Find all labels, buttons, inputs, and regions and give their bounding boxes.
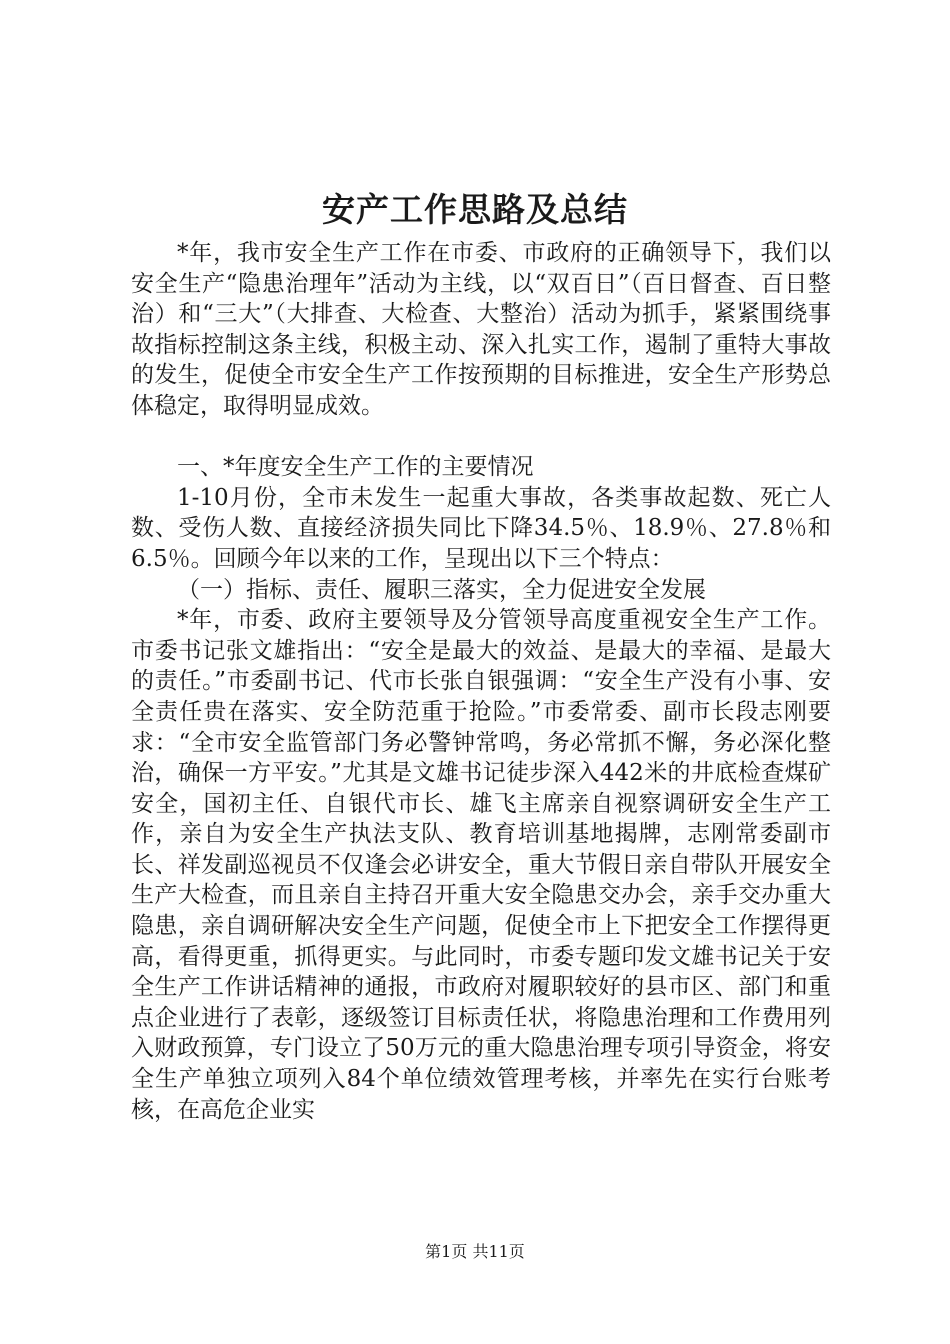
document-body	[131, 238, 831, 1125]
section-heading: 一、*年度安全生产工作的主要情况	[177, 454, 534, 481]
detail-paragraph: *年，市委、政府主要领导及分管领导高度重视安全生产工作。市委书记张文雄指出：“安全是最大的效益、是最大的幸福、是最大的责任。”市委副书记、代市长张自银强调：“安全生产没有小事、安全责任贵在落实、安全防范重于抢险。”市委常委、副市长段志刚要求：“全市安全监管部门务必警钟常鸣，务必常抓不懈，务必深化整治，确保一方平安。”尤其是文雄书记徒步深入442米的井底检查煤矿安全，国初主任、自银代市长、雄飞主席亲自视察调研安全生产工作，亲自为安全生产执法支队、教育培训基地揭牌，志刚常委副市长、祥发副巡视员不仅逢会必讲安全，重大节假日亲自带队开展安全生产大检查，而且亲自主持召开重大安全隐患交办会，亲手交办重大隐患，亲自调研解决安全生产问题，促使全市上下把安全工作摆得更高，看得更重，抓得更实。与此同时，市委专题印发文雄书记关于安全生产工作讲话精神的通报，市政府对履职较好的县市区、部门和重点企业进行了表彰，逐级签订目标责任状，将隐患治理和工作费用列入财政预算，专门设立了50万元的重大隐患治理专项引导资金，将安全生产单独立项列入84个单位绩效管理考核，并率先在实行台账考核，在高危企业实	[131, 607, 831, 1123]
summary-paragraph: 1-10月份，全市未发生一起重大事故，各类事故起数、死亡人数、受伤人数、直接经济损失同比下降34.5％、18.9％、27.8％和6.5％。回顾今年以来的工作，呈现出以下三个特点：	[131, 484, 831, 572]
intro-paragraph: *年，我市安全生产工作在市委、市政府的正确领导下，我们以安全生产“隐患治理年”活动为主线，以“双百日”（百日督查、百日整治）和“三大”（大排查、大检查、大整治）活动为抓手，紧紧围绕事故指标控制这条主线，积极主动、深入扎实工作，遏制了重特大事故的发生，促使全市安全生产工作按预期的目标推进，安全生产形势总体稳定，取得明显成效。	[131, 240, 831, 419]
document-title: 安产工作思路及总结	[322, 190, 628, 229]
page-number-footer: 第1页 共11页	[425, 1242, 525, 1261]
subsection-heading: （一）指标、责任、履职三落实，全力促进安全发展	[177, 576, 706, 603]
